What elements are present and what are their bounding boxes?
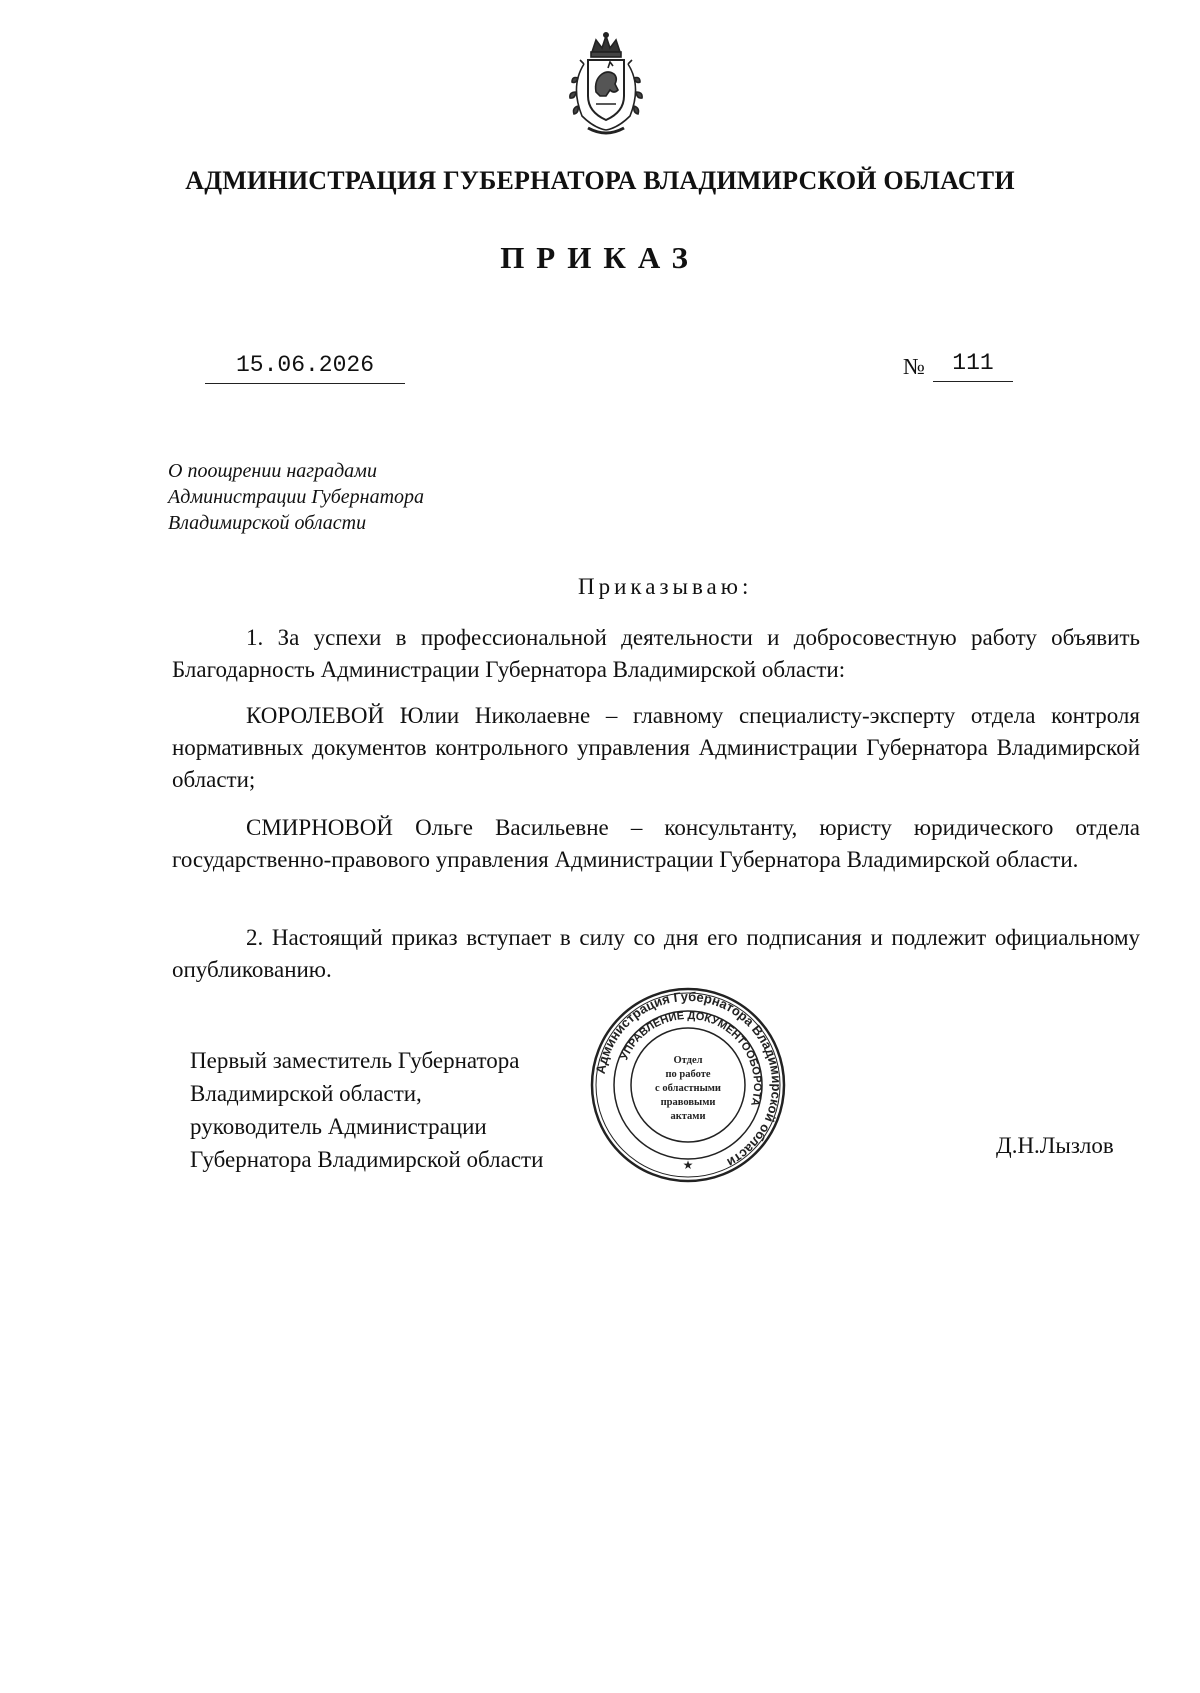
seal-center-line: Отдел <box>673 1055 703 1066</box>
signatory-position <box>190 1044 543 1176</box>
seal-inner-ring-text: УПРАВЛЕНИЕ ДОКУМЕНТООБОРОТА <box>618 1009 764 1108</box>
number-sign: № <box>903 354 925 379</box>
order-number: 111 <box>952 350 994 376</box>
subject-line: Администрации Губернатора <box>168 486 425 508</box>
date-underline <box>205 383 405 384</box>
position-line: руководитель Администрации <box>190 1114 487 1139</box>
organization-title: АДМИНИСТРАЦИЯ ГУБЕРНАТОРА ВЛАДИМИРСКОЙ ОБЛАСТИ <box>185 166 1015 195</box>
seal-center-line: по работе <box>665 1069 711 1080</box>
signer-name: Д.Н.Лызлов <box>996 1133 1114 1158</box>
subject-line: Владимирской области <box>168 512 367 534</box>
position-line: Владимирской области, <box>190 1081 422 1106</box>
number-underline <box>933 381 1013 382</box>
order-subject <box>168 458 568 536</box>
position-line: Первый заместитель Губернатора <box>190 1048 520 1073</box>
coat-of-arms-icon <box>558 30 654 140</box>
paragraph-1: 1. За успехи в профессиональной деятельности и добросовестную работу объявить Благодарность Администрации Губернатора Владимирской области: <box>172 625 1140 682</box>
command-heading: Приказываю: <box>578 574 753 599</box>
seal-outer-text: Администрация Губернатора Владимирской области <box>592 988 785 1171</box>
subject-line: О поощрении наградами <box>168 460 377 482</box>
document-type-title: ПРИКАЗ <box>500 240 700 275</box>
paragraph-smirnova: СМИРНОВОЙ Ольге Васильевне – консультанту, юристу юридического отдела государственно-правового управления Администрации Губернатора Владимирской области. <box>172 815 1140 872</box>
seal-star-icon: ★ <box>682 1158 694 1172</box>
official-seal <box>588 985 788 1185</box>
seal-center-line: актами <box>670 1111 706 1122</box>
seal-center-line: с областными <box>655 1083 721 1094</box>
seal-center-line: правовыми <box>660 1097 716 1108</box>
order-date: 15.06.2026 <box>235 352 375 378</box>
paragraph-korolyova: КОРОЛЕВОЙ Юлии Николаевне – главному специалисту-эксперту отдела контроля нормативных документов контрольного управления Администрации Губернатора Владимирской области; <box>172 703 1140 792</box>
position-line: Губернатора Владимирской области <box>190 1147 544 1172</box>
paragraph-2: 2. Настоящий приказ вступает в силу со дня его подписания и подлежит официальному опубликованию. <box>172 925 1140 982</box>
